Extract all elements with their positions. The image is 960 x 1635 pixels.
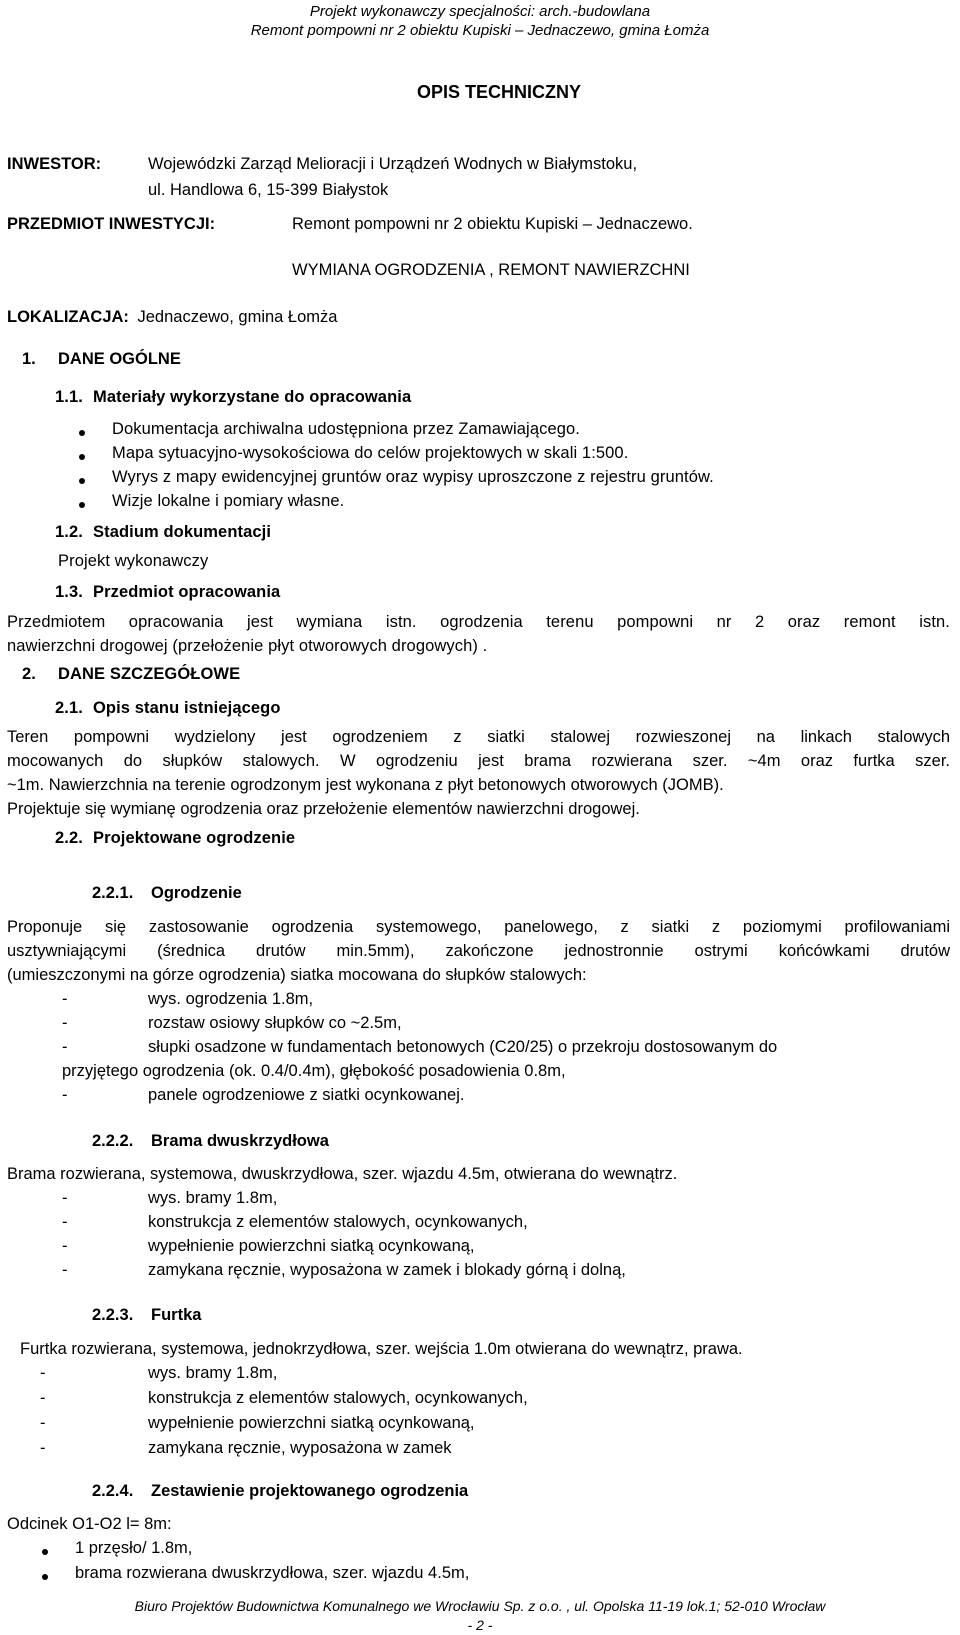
investor-name: Wojewódzki Zarząd Melioracji i Urządzeń Wodnych w Białymstoku, xyxy=(148,155,638,173)
section-1-number: 1. xyxy=(22,350,36,368)
wicket-item-4: zamykana ręcznie, wyposażona w zamek xyxy=(148,1439,452,1457)
section-2-2-3-title: Furtka xyxy=(151,1306,202,1324)
bullet-dot xyxy=(79,478,85,484)
gate-item-1: wys. bramy 1.8m, xyxy=(148,1189,278,1207)
list-dash: - xyxy=(62,1086,68,1104)
section-2-number: 2. xyxy=(22,665,36,683)
section-2-1-line4: Projektuje się wymianę ogrodzenia oraz przełożenie elementów nawierzchni drogowej. xyxy=(7,800,640,818)
source-item-3: Wyrys z mapy ewidencyjnej gruntów oraz wypisy uproszczone z rejestru gruntów. xyxy=(112,468,714,486)
section-2-2-number: 2.2. xyxy=(55,829,83,847)
list-dash: - xyxy=(62,1189,68,1207)
wicket-item-2: konstrukcja z elementów stalowych, ocynkowanych, xyxy=(148,1389,528,1407)
segment-item-2: brama rozwierana dwuskrzydłowa, szer. wjazdu 4.5m, xyxy=(75,1564,470,1582)
section-2-title: DANE SZCZEGÓŁOWE xyxy=(58,665,241,683)
gate-item-4: zamykana ręcznie, wyposażona w zamek i blokady górną i dolną, xyxy=(148,1261,626,1279)
bullet-dot xyxy=(79,502,85,508)
list-dash: - xyxy=(62,990,68,1008)
section-1-2-number: 1.2. xyxy=(55,523,83,541)
location-value: Jednaczewo, gmina Łomża xyxy=(137,308,338,326)
section-1-2-title: Stadium dokumentacji xyxy=(93,523,272,541)
subject-line2: WYMIANA OGRODZENIA , REMONT NAWIERZCHNI xyxy=(292,261,690,279)
fence-item-1: wys. ogrodzenia 1.8m, xyxy=(148,990,314,1008)
list-dash: - xyxy=(40,1439,46,1457)
section-2-2-2-title: Brama dwuskrzydłowa xyxy=(151,1132,329,1150)
section-2-2-2-number: 2.2.2. xyxy=(92,1132,134,1150)
subject-label: PRZEDMIOT INWESTYCJI: xyxy=(7,215,216,233)
location-row xyxy=(7,308,337,327)
list-dash: - xyxy=(40,1414,46,1432)
section-1-1-title: Materiały wykorzystane do opracowania xyxy=(93,388,412,406)
segment-item-1: 1 przęsło/ 1.8m, xyxy=(75,1539,193,1557)
wicket-item-1: wys. bramy 1.8m, xyxy=(148,1364,278,1382)
running-header-line1: Projekt wykonawczy specjalności: arch.-budowlana xyxy=(309,3,651,20)
segment-label: Odcinek O1-O2 l= 8m: xyxy=(7,1515,172,1533)
section-1-3-title: Przedmiot opracowania xyxy=(93,583,281,601)
source-item-4: Wizje lokalne i pomiary własne. xyxy=(112,492,345,510)
fence-desc-line1: Proponuje się zastosowanie ogrodzenia systemowego, panelowego, z siatki z poziomymi profilowaniami xyxy=(7,918,950,936)
investor-address: ul. Handlowa 6, 15-399 Białystok xyxy=(148,181,389,199)
gate-item-2: konstrukcja z elementów stalowych, ocynkowanych, xyxy=(148,1213,528,1231)
list-dash: - xyxy=(40,1364,46,1382)
section-1-3-line2: nawierzchni drogowej (przełożenie płyt otworowych drogowych) . xyxy=(7,637,488,655)
bullet-dot xyxy=(79,454,85,460)
list-dash: - xyxy=(62,1261,68,1279)
list-dash: - xyxy=(62,1237,68,1255)
gate-intro: Brama rozwierana, systemowa, dwuskrzydłowa, szer. wjazdu 4.5m, otwierana do wewnątrz. xyxy=(7,1165,678,1183)
footer-company: Biuro Projektów Budownictwa Komunalnego we Wrocławiu Sp. z o.o. , ul. Opolska 11-19 lok.1; 52-010 Wrocław xyxy=(134,1598,826,1614)
wicket-intro: Furtka rozwierana, systemowa, jednokrzydłowa, szer. wejścia 1.0m otwierana do wewnątrz, prawa. xyxy=(20,1340,743,1358)
running-header-line2: Remont pompowni nr 2 obiektu Kupiski – Jednaczewo, gmina Łomża xyxy=(250,22,710,39)
fence-item-2: rozstaw osiowy słupków co ~2.5m, xyxy=(148,1014,402,1032)
section-1-3-line1: Przedmiotem opracowania jest wymiana istn. ogrodzenia terenu pompowni nr 2 oraz remont istn. xyxy=(7,613,950,631)
gate-item-3: wypełnienie powierzchni siatką ocynkowaną, xyxy=(148,1237,475,1255)
section-2-2-title: Projektowane ogrodzenie xyxy=(93,829,296,847)
wicket-item-3: wypełnienie powierzchni siatką ocynkowaną, xyxy=(148,1414,475,1432)
section-1-3-number: 1.3. xyxy=(55,583,83,601)
investor-label: INWESTOR: xyxy=(7,155,102,173)
fence-desc-line3: (umieszczonymi na górze ogrodzenia) siatka mocowana do słupków stalowych: xyxy=(7,966,587,984)
document-title: OPIS TECHNICZNY xyxy=(417,82,582,102)
bullet-dot xyxy=(42,1574,48,1580)
section-2-1-line3: ~1m. Nawierzchnia na terenie ogrodzonym jest wykonana z płyt betonowych otworowych (JOMB). xyxy=(7,776,724,794)
list-dash: - xyxy=(62,1014,68,1032)
section-2-2-4-title: Zestawienie projektowanego ogrodzenia xyxy=(151,1482,469,1500)
location-label: LOKALIZACJA: xyxy=(7,308,129,326)
source-item-2: Mapa sytuacyjno-wysokościowa do celów projektowych w skali 1:500. xyxy=(112,444,629,462)
section-2-1-line2: mocowanych do słupków stalowych. W ogrodzeniu jest brama rozwierana szer. ~4m oraz furtka szer. xyxy=(7,752,950,770)
section-1-2-text: Projekt wykonawczy xyxy=(58,552,209,570)
section-2-2-3-number: 2.2.3. xyxy=(92,1306,134,1324)
section-1-title: DANE OGÓLNE xyxy=(58,350,181,368)
section-2-2-1-title: Ogrodzenie xyxy=(151,884,242,902)
section-2-2-1-number: 2.2.1. xyxy=(92,884,134,902)
section-2-1-number: 2.1. xyxy=(55,699,83,717)
bullet-dot xyxy=(42,1549,48,1555)
section-2-1-title: Opis stanu istniejącego xyxy=(93,699,281,717)
list-dash: - xyxy=(40,1389,46,1407)
fence-item-3-continued: przyjętego ogrodzenia (ok. 0.4/0.4m), głębokość posadowienia 0.8m, xyxy=(62,1062,566,1080)
page-number: - 2 - xyxy=(467,1617,493,1633)
section-2-2-4-number: 2.2.4. xyxy=(92,1482,134,1500)
subject-line1: Remont pompowni nr 2 obiektu Kupiski – Jednaczewo. xyxy=(292,215,693,233)
list-dash: - xyxy=(62,1213,68,1231)
fence-item-3: słupki osadzone w fundamentach betonowych (C20/25) o przekroju dostosowanym do xyxy=(148,1038,778,1056)
section-1-1-number: 1.1. xyxy=(55,388,83,406)
fence-desc-line2: usztywniającymi (średnica drutów min.5mm), zakończone jednostronnie ostrymi końcówkami drutów xyxy=(7,942,950,960)
bullet-dot xyxy=(79,430,85,436)
fence-item-4: panele ogrodzeniowe z siatki ocynkowanej. xyxy=(148,1086,465,1104)
list-dash: - xyxy=(62,1038,68,1056)
section-2-1-line1: Teren pompowni wydzielony jest ogrodzeniem z siatki stalowej rozwieszonej na linkach stalowych xyxy=(7,728,950,746)
source-item-1: Dokumentacja archiwalna udostępniona przez Zamawiającego. xyxy=(112,420,580,438)
